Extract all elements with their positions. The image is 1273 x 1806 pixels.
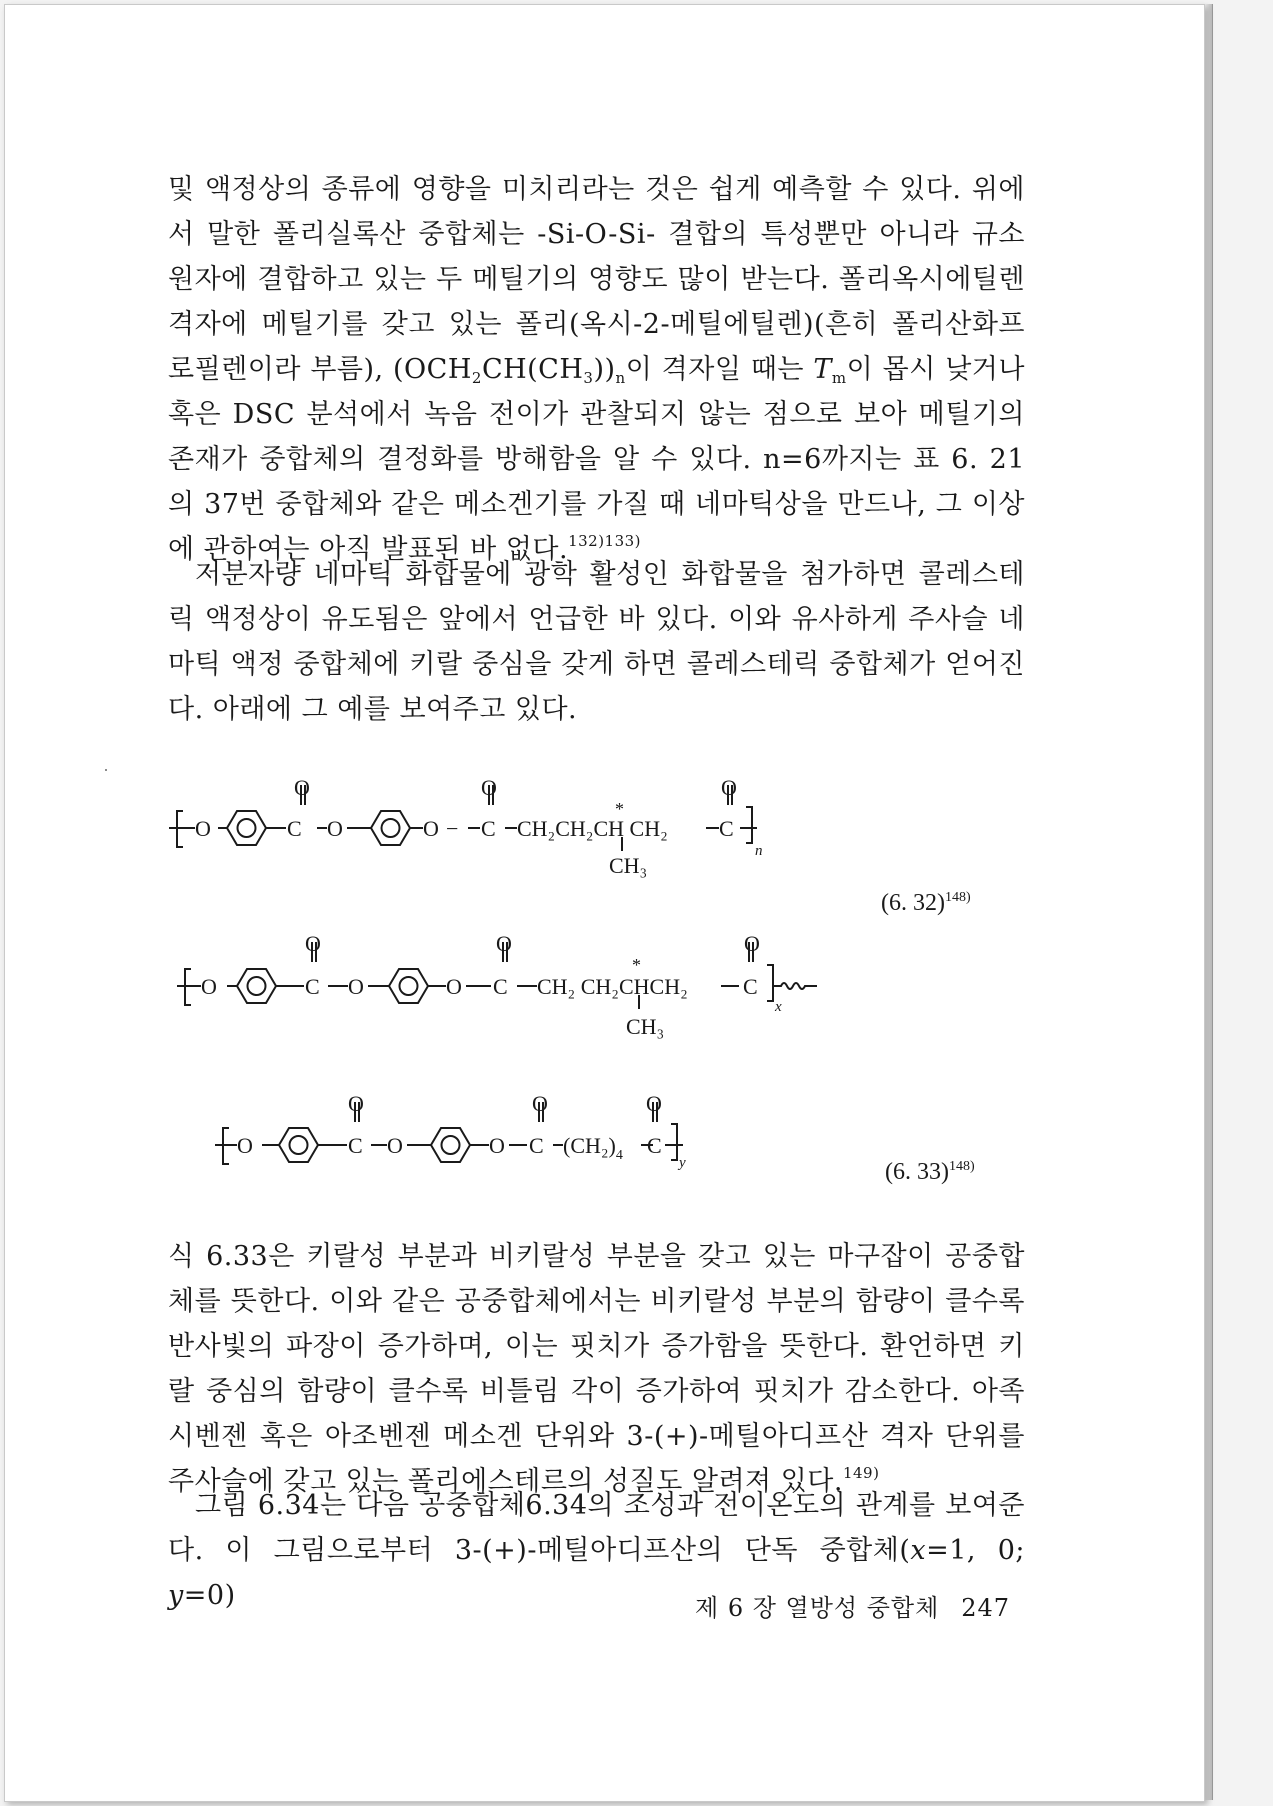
paragraph-3: 식 6.33은 키랄성 부분과 비키랄성 부분을 갖고 있는 마구잡이 공중합체를 뜻한다. 이와 같은 공중합체에서는 비키랄성 부분의 함량이 클수록 반사빛의 파장이 증가하며, 이는 핏치가 증가함을 뜻한다. 환언하면 키랄 중심의 함량이 클수록 비틀림 각이 증가하여 핏치가 감소한다. 아족시벤젠 혹은 아조벤젠 메소겐 단위와 3-(+)-메틸아디프산 격자 단위를 주사슬에 갖고 있는 폴리에스테르의 성질도 알려져 있다.$^{149)}$ (168, 1241, 1025, 1497)
svg-text:O: O (481, 775, 497, 800)
svg-text:O: O (348, 1091, 364, 1116)
svg-text:C: C (305, 974, 320, 999)
svg-text:C: C (647, 1133, 662, 1158)
svg-text:C: C (493, 974, 508, 999)
svg-text:n: n (755, 843, 763, 859)
chemical-structures (5, 5, 1204, 1235)
chapter-title: 제 6 장 열방성 중합체 (695, 1594, 940, 1622)
paragraph-1: 및 액정상의 종류에 영향을 미치리라는 것은 쉽게 예측할 수 있다. 위에서 말한 폴리실록산 중합체는 -Si-O-Si- 결합의 특성뿐만 아니라 규소 원자에 결합하고 있는 두 메틸기의 영향도 많이 받는다. 폴리옥시에틸렌 격자에 메틸기를 갖고 있는 폴리(옥시-2-메틸에틸렌)(흔히 폴리산화프로필렌이라 부름), $(OCH_2CH(CH_3))_n$이 격자일 때는 $T_m$이 몹시 낮거나 혹은 DSC 분석에서 녹음 전이가 관찰되지 않는 점으로 보아 메틸기의 존재가 중합체의 결정화를 방해함을 알 수 있다. n=6까지는 표 6. 21의 37번 중합체와 같은 메소겐기를 가질 때 네마틱상을 만드나, 그 이상에 관하여는 아직 발표된 바 없다.$^{132)133)}$ (168, 174, 1025, 565)
svg-text:C: C (348, 1133, 363, 1158)
svg-text:O: O (496, 931, 512, 956)
svg-text:O: O (201, 974, 217, 999)
svg-text:O: O (721, 775, 737, 800)
svg-text:*: * (632, 955, 641, 975)
formula-6-32-a-labels (195, 775, 763, 878)
polymer-formula: $(OCH_2CH(CH_3))_n$ (393, 354, 626, 387)
svg-text:−: − (446, 816, 459, 841)
svg-text:*: * (615, 799, 624, 819)
svg-text:O: O (237, 1133, 253, 1158)
svg-text:O: O (446, 974, 462, 999)
paragraph-4: 그림 6.34는 다음 공중합체6.34의 조성과 전이온도의 관계를 보여준다. 이 그림으로부터 3-(+)-메틸아디프산의 단독 중합체(x=1, 0; y=0) (168, 1490, 1025, 1611)
book-page (4, 4, 1205, 1802)
paragraph-2: 저분자량 네마틱 화합물에 광학 활성인 화합물을 첨가하면 콜레스테릭 액정상이 유도됨은 앞에서 언급한 바 있다. 이와 유사하게 주사슬 네마틱 액정 중합체에 키랄 중심을 갖게 하면 콜레스테릭 중합체가 얻어진다. 아래에 그 예를 보여주고 있다. (168, 559, 1025, 725)
formula-6-32-a (169, 785, 757, 851)
svg-text:x: x (775, 999, 782, 1015)
citation: 149) (842, 1464, 880, 1482)
page-footer (695, 1588, 1010, 1623)
svg-text:C: C (481, 816, 496, 841)
svg-text:O: O (489, 1133, 505, 1158)
svg-text:C: C (743, 974, 758, 999)
svg-text:CH₃: CH₃ (609, 853, 648, 878)
svg-text:O: O (646, 1091, 662, 1116)
svg-text:(CH₂)4: $(CH_2)_4$ (563, 1133, 623, 1163)
svg-text:CH₂ CH₂CHCH₂: CH₂ CH₂CHCH₂ (537, 974, 688, 999)
equation-label-6-33: (6. 33)$^{148)}$ (885, 1159, 975, 1185)
svg-text:C: C (719, 816, 734, 841)
svg-text:O: O (294, 775, 310, 800)
svg-text:O: O (348, 974, 364, 999)
svg-text:O: O (387, 1133, 403, 1158)
svg-text:O: O (327, 816, 343, 841)
svg-text:O: O (423, 816, 439, 841)
citation: 132)133) (568, 532, 642, 550)
svg-text:O: O (305, 931, 321, 956)
svg-text:O: O (195, 816, 211, 841)
page-number: 247 (961, 1594, 1011, 1622)
svg-text:CH₃: CH₃ (626, 1014, 665, 1039)
equation-label-6-32: (6. 32)$^{148)}$ (881, 890, 971, 916)
svg-text:O: O (744, 931, 760, 956)
svg-text:O: O (532, 1091, 548, 1116)
svg-text:C: C (287, 816, 302, 841)
svg-text:CH₂CH₂CH CH₂: CH₂CH₂CH CH₂ (517, 816, 668, 841)
svg-text:y: y (679, 1155, 686, 1171)
svg-text:C: C (529, 1133, 544, 1158)
